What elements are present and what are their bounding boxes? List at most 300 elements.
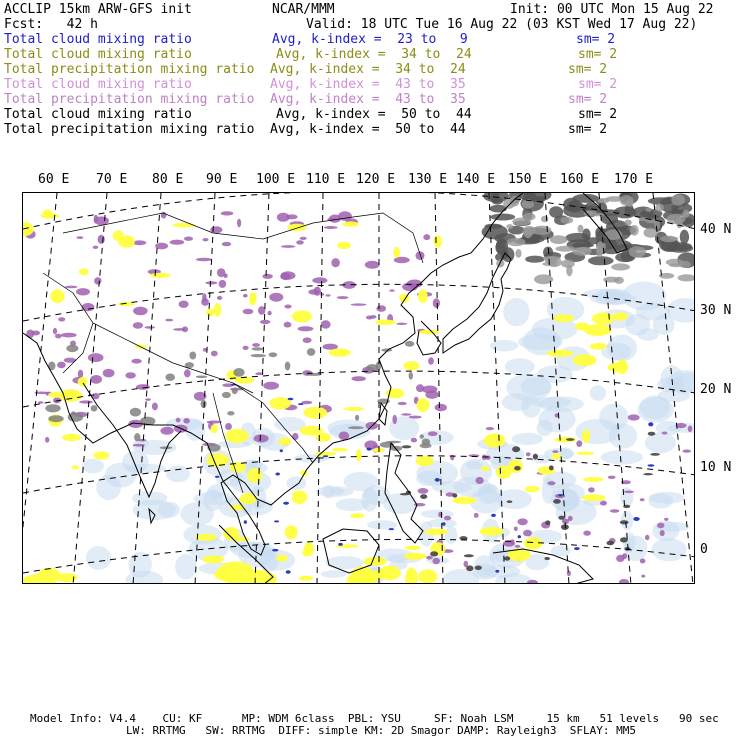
cloud-blob [628, 414, 640, 420]
cloud-blob [299, 576, 313, 581]
cloud-blob [575, 323, 589, 331]
cloud-blob [588, 256, 614, 265]
cloud-blob [379, 566, 401, 581]
cloud-blob [145, 326, 156, 329]
cloud-blob [525, 486, 540, 492]
cloud-blob [217, 268, 225, 277]
cloud-blob [418, 330, 439, 335]
cloud-blob [505, 358, 535, 375]
cloud-blob [624, 220, 631, 226]
cloud-blob [409, 416, 422, 419]
cloud-blob [592, 312, 614, 324]
cloud-blob [88, 353, 104, 362]
cloud-blob [526, 452, 531, 456]
cloud-blob [590, 385, 606, 401]
cloud-blob [134, 433, 140, 441]
cloud-blob [629, 246, 646, 258]
longitude-label: 70 E [96, 172, 128, 187]
cloud-blob [466, 461, 483, 470]
cloud-blob [232, 388, 238, 395]
latitude-label: 10 N [700, 460, 732, 475]
cloud-blob [133, 322, 143, 329]
cloud-blob [640, 498, 645, 501]
cloud-blob [420, 494, 427, 499]
cloud-blob [444, 516, 451, 521]
cloud-shading [23, 193, 695, 584]
cloud-blob [418, 289, 428, 303]
cloud-blob [286, 476, 306, 490]
cloud-blob [643, 473, 653, 475]
cloud-blob [66, 345, 78, 352]
cloud-blob [558, 516, 564, 520]
field-k-index: Avg, k-index = 43 to 35 [270, 92, 466, 107]
cloud-blob [512, 433, 543, 445]
cloud-blob [183, 418, 190, 424]
cloud-blob [225, 429, 248, 443]
longitude-label: 140 E [456, 172, 496, 187]
cloud-blob [233, 368, 244, 377]
cloud-blob [567, 571, 571, 576]
cloud-blob [90, 375, 102, 384]
cloud-blob [269, 352, 278, 357]
cloud-blob [566, 265, 572, 276]
cloud-blob [476, 477, 484, 484]
cloud-blob [202, 555, 224, 563]
cloud-blob [113, 230, 124, 241]
cloud-blob [680, 230, 689, 245]
longitude-label: 80 E [152, 172, 184, 187]
cloud-blob [343, 221, 360, 226]
cloud-blob [91, 405, 98, 411]
cloud-blob [452, 493, 457, 497]
cloud-blob [558, 494, 562, 496]
cloud-blob [435, 404, 447, 412]
longitude-label: 100 E [256, 172, 296, 187]
cloud-blob [610, 509, 620, 512]
cloud-blob [82, 303, 95, 311]
cloud-blob [613, 312, 628, 321]
cloud-blob [263, 382, 279, 390]
cloud-blob [315, 452, 337, 456]
cloud-blob [402, 445, 412, 448]
latitude-label: 30 N [700, 303, 732, 318]
cloud-blob [608, 362, 629, 372]
cloud-blob [484, 433, 506, 447]
cloud-blob [130, 408, 141, 417]
cloud-blob [649, 493, 673, 508]
cloud-blob [350, 513, 364, 518]
cloud-blob [398, 402, 407, 405]
cloud-blob [620, 487, 633, 507]
cloud-blob [645, 535, 650, 540]
cloud-blob [93, 451, 109, 459]
cloud-blob [98, 235, 105, 244]
cloud-blob [435, 478, 440, 482]
cloud-blob [401, 413, 411, 415]
cloud-blob [514, 466, 521, 471]
cloud-blob [549, 206, 563, 218]
cloud-blob [227, 411, 234, 415]
field-k-index: Avg, k-index = 34 to 24 [270, 62, 466, 77]
cloud-blob [640, 559, 646, 564]
cloud-blob [206, 309, 215, 316]
cloud-blob [660, 236, 677, 243]
cloud-blob [243, 346, 249, 350]
cloud-blob [286, 570, 291, 573]
cloud-blob [93, 246, 99, 249]
cloud-blob [351, 303, 367, 305]
cloud-blob [125, 372, 136, 378]
cloud-blob [549, 465, 554, 470]
cloud-blob [184, 369, 191, 377]
cloud-blob [648, 432, 656, 436]
cloud-blob [94, 277, 101, 284]
cloud-blob [590, 343, 607, 350]
cloud-blob [237, 219, 241, 228]
cloud-blob [321, 570, 347, 578]
cloud-blob [78, 370, 83, 379]
meridian-70e [73, 193, 107, 584]
cloud-blob [262, 274, 273, 279]
cloud-blob [560, 217, 573, 224]
cloud-blob [58, 317, 65, 321]
cloud-blob [175, 554, 196, 580]
cloud-blob [515, 249, 521, 258]
cloud-blob [416, 251, 425, 260]
cloud-blob [307, 348, 315, 356]
cloud-blob [355, 415, 359, 421]
cloud-blob [288, 398, 294, 400]
cloud-blob [76, 288, 90, 295]
cloud-blob [390, 446, 402, 451]
cloud-blob [411, 438, 417, 443]
country-borders [43, 213, 423, 493]
cloud-blob [565, 233, 590, 243]
field-smoothing: sm= 2 [568, 92, 608, 107]
cloud-blob [514, 527, 518, 532]
cloud-blob [504, 556, 510, 560]
latitude-label: 40 N [700, 222, 732, 237]
cloud-blob [222, 392, 231, 398]
map-title: ACCLIP 15km ARW-GFS init [4, 2, 192, 17]
cloud-blob [173, 223, 195, 228]
cloud-blob [48, 415, 63, 422]
cloud-blob [481, 466, 489, 471]
border-himalaya [93, 323, 253, 393]
cloud-blob [417, 398, 430, 412]
cloud-blob [196, 376, 208, 379]
cloud-blob [331, 258, 340, 267]
cloud-blob [367, 520, 397, 529]
cloud-blob [605, 196, 624, 202]
cloud-blob [425, 391, 438, 399]
cloud-blob [285, 525, 298, 539]
cloud-blob [65, 286, 78, 289]
cloud-blob [392, 415, 397, 424]
cloud-blob [170, 240, 185, 245]
cloud-blob [179, 301, 189, 308]
field-name: Total cloud mixing ratio [4, 47, 192, 62]
cloud-blob [646, 220, 661, 224]
cloud-blob [189, 352, 196, 360]
cloud-blob [633, 517, 639, 521]
cloud-blob [337, 242, 351, 249]
cloud-blob [366, 316, 373, 320]
cloud-blob [269, 293, 283, 302]
cloud-blob [433, 235, 442, 247]
cloud-blob [657, 523, 664, 529]
cloud-blob [324, 226, 338, 229]
model-info-line1: Model Info: V4.4 CU: KF MP: WDM 6class PBL: YSU SF: Noah LSM 15 km 51 levels 90 sec [30, 712, 719, 725]
cloud-blob [442, 522, 445, 525]
cloud-blob [548, 481, 556, 485]
cloud-blob [160, 427, 173, 435]
cloud-blob [426, 556, 433, 560]
cloud-blob [225, 423, 232, 430]
cloud-blob [260, 320, 270, 324]
map-canvas [23, 193, 695, 584]
cloud-blob [222, 242, 231, 246]
cloud-blob [553, 314, 574, 322]
cloud-blob [202, 293, 206, 302]
cloud-blob [626, 198, 634, 206]
cloud-blob [607, 541, 615, 546]
cloud-blob [662, 432, 668, 435]
cloud-blob [645, 208, 652, 212]
cloud-blob [308, 289, 319, 294]
cloud-blob [648, 422, 653, 426]
cloud-blob [484, 565, 520, 578]
cloud-blob [94, 216, 109, 225]
field-name: Total cloud mixing ratio [4, 77, 192, 92]
cloud-blob [145, 398, 151, 401]
cloud-blob [517, 518, 527, 525]
cloud-blob [620, 520, 629, 524]
cloud-blob [76, 236, 83, 239]
cloud-blob [666, 259, 684, 266]
cloud-blob [645, 433, 676, 454]
cloud-blob [545, 520, 550, 525]
cloud-blob [486, 427, 494, 430]
cloud-blob [648, 464, 655, 467]
cloud-blob [523, 530, 532, 537]
cloud-blob [252, 343, 260, 347]
cloud-blob [445, 526, 458, 544]
cloud-blob [348, 426, 364, 429]
cloud-blob [630, 225, 639, 236]
cloud-blob [450, 455, 454, 461]
field-k-index: Avg, k-index = 50 to 44 [270, 122, 466, 137]
cloud-blob [272, 549, 278, 552]
cloud-blob [376, 305, 386, 312]
map-panel [22, 192, 695, 584]
field-k-index: Avg, k-index = 43 to 35 [270, 77, 466, 92]
cloud-blob [53, 328, 57, 335]
cloud-blob [219, 280, 227, 288]
cloud-blob [152, 403, 158, 411]
cloud-blob [72, 465, 80, 469]
cloud-blob [79, 268, 89, 275]
cloud-blob [243, 294, 248, 298]
cloud-blob [533, 454, 538, 460]
cloud-blob [277, 213, 290, 222]
cloud-blob [466, 565, 473, 571]
cloud-blob [298, 403, 304, 405]
cloud-blob [244, 520, 247, 524]
cloud-blob [652, 538, 687, 561]
cloud-blob [356, 449, 362, 461]
field-smoothing: sm= 2 [576, 32, 616, 47]
cloud-blob [196, 534, 217, 541]
cloud-blob [323, 455, 328, 457]
cloud-blob [525, 256, 544, 263]
cloud-blob [433, 298, 440, 308]
field-smoothing: sm= 2 [578, 77, 618, 92]
cloud-blob [660, 530, 665, 536]
cloud-blob [598, 199, 605, 203]
cloud-blob [475, 566, 482, 571]
cloud-blob [552, 450, 558, 453]
cloud-blob [544, 557, 550, 560]
cloud-blob [57, 362, 66, 369]
cloud-blob [664, 518, 668, 521]
cloud-blob [574, 547, 580, 550]
cloud-blob [300, 237, 307, 240]
cloud-blob [363, 557, 386, 566]
longitude-label: 110 E [306, 172, 346, 187]
cloud-blob [166, 466, 190, 483]
cloud-blob [507, 238, 526, 247]
cloud-blob [655, 204, 664, 212]
cloud-blob [506, 224, 513, 229]
cloud-blob [622, 282, 666, 311]
cloud-blob [573, 354, 597, 366]
cloud-blob [418, 488, 429, 494]
cloud-blob [279, 438, 292, 446]
cloud-blob [274, 520, 279, 522]
cloud-blob [404, 553, 426, 560]
cloud-blob [551, 545, 571, 556]
cloud-blob [329, 348, 351, 356]
cloud-blob [624, 547, 630, 551]
cloud-blob [161, 212, 167, 219]
field-smoothing: sm= 2 [578, 47, 618, 62]
cloud-blob [474, 513, 479, 518]
cloud-blob [205, 281, 217, 284]
cloud-blob [330, 487, 344, 495]
cloud-blob [551, 453, 562, 459]
cloud-blob [78, 377, 88, 386]
cloud-blob [367, 448, 372, 451]
cloud-blob [420, 434, 424, 438]
cloud-blob [595, 289, 621, 305]
cloud-blob [258, 306, 265, 315]
cloud-blob [507, 500, 513, 503]
cloud-blob [302, 549, 309, 557]
cloud-blob [26, 330, 34, 339]
cloud-blob [249, 292, 257, 305]
cloud-blob [276, 555, 288, 562]
cloud-blob [547, 350, 574, 357]
cloud-blob [588, 487, 595, 492]
cloud-blob [537, 365, 572, 383]
cloud-blob [55, 334, 62, 339]
cloud-blob [541, 216, 549, 223]
cloud-blob [45, 404, 60, 412]
cloud-blob [688, 426, 693, 433]
cloud-blob [325, 294, 330, 296]
cloud-blob [292, 310, 312, 322]
cloud-blob [338, 211, 352, 221]
cloud-blob [490, 214, 515, 221]
cloud-blob [281, 245, 295, 248]
cloud-blob [678, 274, 696, 281]
cloud-blob [553, 499, 561, 504]
cloud-blob [292, 490, 307, 504]
cloud-blob [578, 225, 584, 233]
cloud-blob [430, 551, 438, 556]
cloud-blob [312, 277, 327, 283]
cloud-blob [416, 456, 434, 466]
cloud-blob [332, 448, 348, 452]
cloud-blob [176, 418, 181, 423]
center-label: NCAR/MMM [272, 2, 335, 17]
cloud-blob [572, 247, 591, 255]
field-name: Total cloud mixing ratio [4, 32, 192, 47]
cloud-blob [531, 397, 571, 408]
cloud-blob [320, 293, 324, 296]
cloud-blob [133, 307, 148, 316]
cloud-blob [524, 537, 543, 549]
cloud-blob [667, 244, 693, 253]
cloud-blob [247, 468, 262, 482]
cloud-blob [405, 568, 418, 584]
cloud-blob [337, 296, 349, 299]
cloud-blob [352, 376, 366, 381]
cloud-blob [389, 289, 394, 291]
longitude-label: 120 E [356, 172, 396, 187]
cloud-blob [575, 419, 620, 444]
longitude-label: 160 E [560, 172, 600, 187]
cloud-blob [389, 528, 394, 530]
cloud-blob [303, 337, 312, 343]
cloud-blob [217, 296, 222, 300]
cloud-blob [196, 258, 212, 262]
cloud-blob [682, 210, 689, 218]
cloud-blob [600, 501, 607, 506]
cloud-blob [405, 341, 414, 347]
field-name: Total precipitation mixing ratio [4, 92, 255, 107]
cloud-blob [601, 450, 644, 464]
cloud-blob [550, 235, 568, 244]
cloud-blob [624, 491, 634, 494]
cloud-blob [375, 320, 396, 326]
cloud-blob [284, 305, 291, 309]
coast-japan [443, 253, 511, 353]
cloud-blob [281, 271, 296, 280]
cloud-blob [432, 558, 440, 564]
cloud-blob [252, 347, 264, 350]
cloud-blob [480, 527, 504, 536]
cloud-blob [221, 211, 234, 215]
cloud-blob [515, 545, 520, 548]
cloud-blob [254, 434, 269, 442]
cloud-blob [582, 430, 590, 443]
cloud-blob [425, 529, 448, 536]
cloud-blob [86, 546, 111, 570]
cloud-blob [292, 433, 298, 440]
cloud-blob [103, 369, 115, 378]
